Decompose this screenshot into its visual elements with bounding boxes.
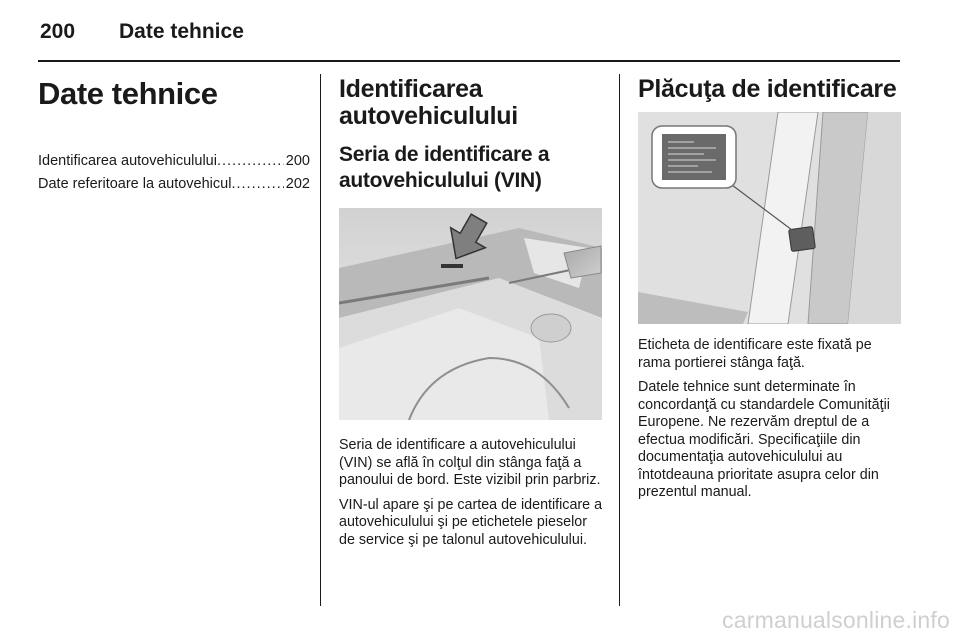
section-heading: Date tehnice (38, 76, 218, 111)
paragraph: VIN-ul apare şi pe cartea de identificare a autovehiculului şi pe etichetele pieselor de service şi pe talonul autovehiculului. (339, 496, 603, 548)
header-rule (38, 60, 900, 62)
toc-entry[interactable] (38, 150, 310, 173)
paragraph: Datele tehnice sunt determinate în concordanţă cu standardele Comunităţii Europene. Ne rezervăm dreptul de a efectua modificări. Specificaţiile din documentaţia autovehiculului au întotdeauna prioritate asupra celor din prezentul manual. (638, 379, 890, 500)
toc-entry-page: 202 (285, 176, 310, 192)
column-divider-2 (619, 74, 620, 606)
toc-leader-dots (231, 173, 283, 196)
id-plate-illustration (638, 112, 901, 324)
header-title: Date tehnice (119, 20, 244, 43)
toc-leader-dots (217, 150, 284, 173)
toc-entry[interactable] (38, 173, 310, 196)
watermark: carmanualsonline.info (722, 607, 950, 633)
section-heading: Identificarea autovehiculului (339, 75, 518, 130)
column-2 (339, 76, 603, 549)
column-3 (638, 76, 902, 502)
vin-location-illustration (339, 208, 602, 420)
vin-plate (441, 264, 463, 268)
page-number: 200 (40, 20, 76, 43)
toc-entry-label: Identificarea autovehiculului (38, 153, 217, 169)
id-plate-zoom (662, 134, 726, 180)
paragraph: Seria de identificare a autovehiculului (VIN) se află în colţul din stânga faţă a panoului de bord. Este vizibil prin parbriz. (339, 437, 601, 488)
table-of-contents (38, 150, 310, 196)
subsection-heading: Seria de identificare a autovehiculului (VIN) (339, 143, 550, 192)
toc-entry-page: 200 (285, 153, 310, 169)
id-plate-icon (789, 226, 816, 251)
paragraph: Eticheta de identificare este fixată pe rama portierei stânga faţă. (638, 337, 872, 371)
column-divider-1 (320, 74, 321, 606)
column-1 (38, 76, 310, 196)
toc-entry-label: Date referitoare la autovehicul (38, 176, 232, 192)
section-heading: Plăcuţa de identificare (638, 75, 897, 103)
